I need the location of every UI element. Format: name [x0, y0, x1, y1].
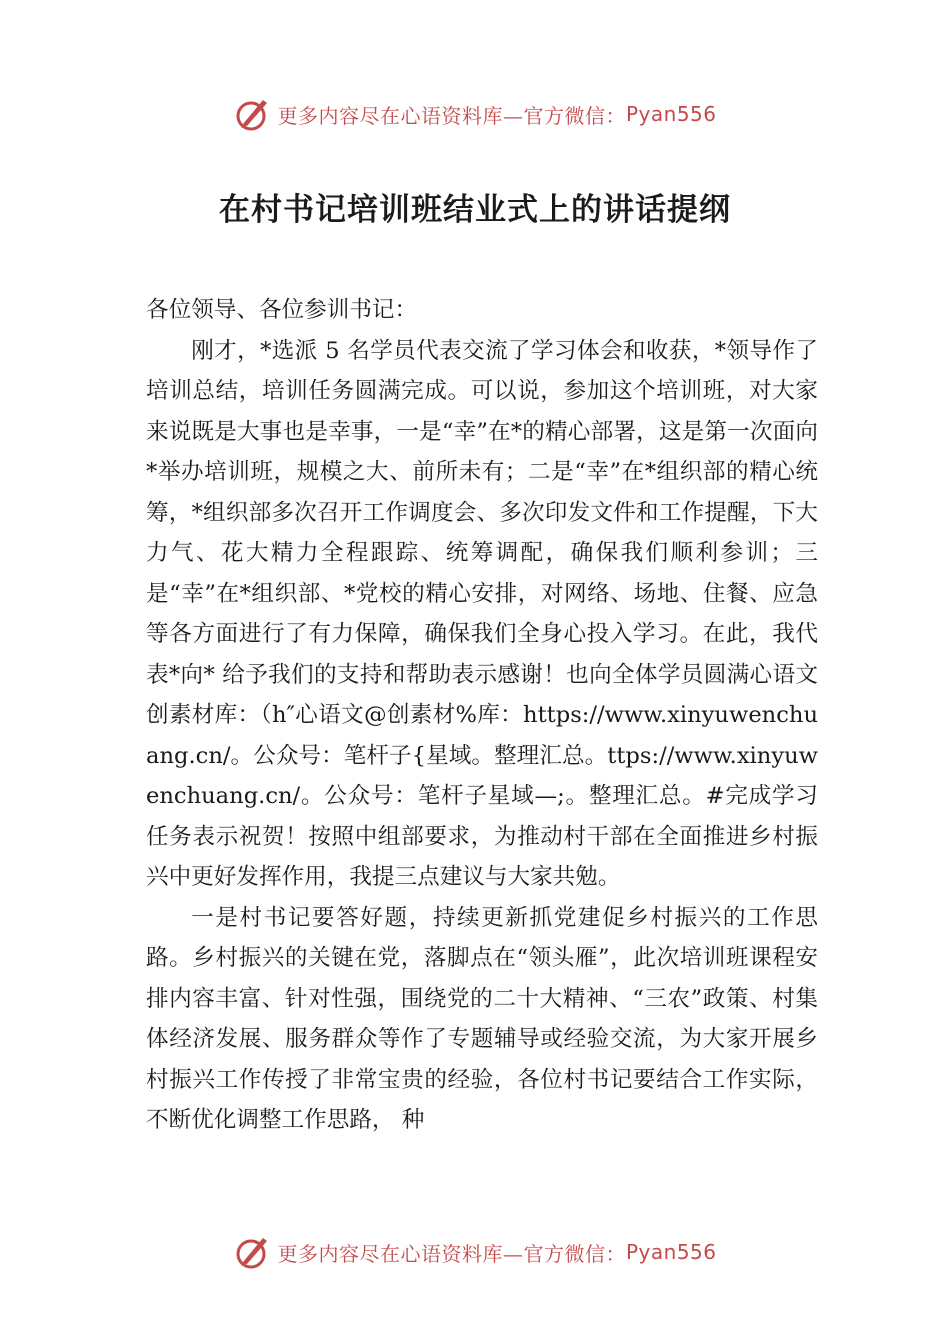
- document-body: [146, 290, 818, 1141]
- banner-wechat-id: Pyan556: [625, 102, 717, 126]
- banner-wechat-id: Pyan556: [625, 1240, 717, 1264]
- salutation: 各位领导、各位参训书记：: [146, 297, 418, 323]
- quill-pen-logo-icon: [233, 94, 273, 134]
- paragraph-1: 刚才，*选派 5 名学员代表交流了学习体会和收获，*领导作了培训总结，培训任务圆满完成。可以说，参加这个培训班，对大家来说既是大事也是幸事，一是“幸”在*的精心部署，这是第一次面向*举办培训班，规模之大、前所未有；二是“幸”在*组织部的精心统筹，*组织部多次召开工作调度会、多次印发文件和工作提醒，下大力气、花大精力全程跟踪、统筹调配，确保我们顺利参训；三是“幸”在*组织部、*党校的精心安排，对网络、场地、住餐、应急等各方面进行了有力保障，确保我们全身心投入学习。在此，我代表*向* 给予我们的支持和帮助表示感谢！也向全体学员圆满心语文创素材库：（h″心语文@创素材%库：https://www.xinyuwenchuang.cn/。公众号：笔杆子{星域。整理汇总。ttps://www.xinyuwenchuang.cn/。公众号：笔杆子星域—;。整理汇总。#完成学习任务表示祝贺！按照中组部要求，为推动村干部在全面推进乡村振兴中更好发挥作用，我提三点建议与大家共勉。: [146, 337, 818, 890]
- banner-text: 更多内容尽在心语资料库—官方微信：: [277, 103, 626, 128]
- footer-banner: [0, 1230, 950, 1274]
- banner-text: 更多内容尽在心语资料库—官方微信：: [277, 1241, 626, 1266]
- document-title: 在村书记培训班结业式上的讲话提纲: [219, 192, 731, 228]
- quill-pen-logo-icon: [233, 1232, 273, 1272]
- header-banner: [0, 92, 950, 136]
- paragraph-2: 一是村书记要答好题，持续更新抓党建促乡村振兴的工作思路。乡村振兴的关键在党，落脚点在“领头雁”，此次培训班课程安排内容丰富、针对性强，围绕党的二十大精神、“三农”政策、村集体经济发展、服务群众等作了专题辅导或经验交流，为大家开展乡村振兴工作传授了非常宝贵的经验，各位村书记要结合工作实际，不断优化调整工作思路， 种: [146, 904, 818, 1133]
